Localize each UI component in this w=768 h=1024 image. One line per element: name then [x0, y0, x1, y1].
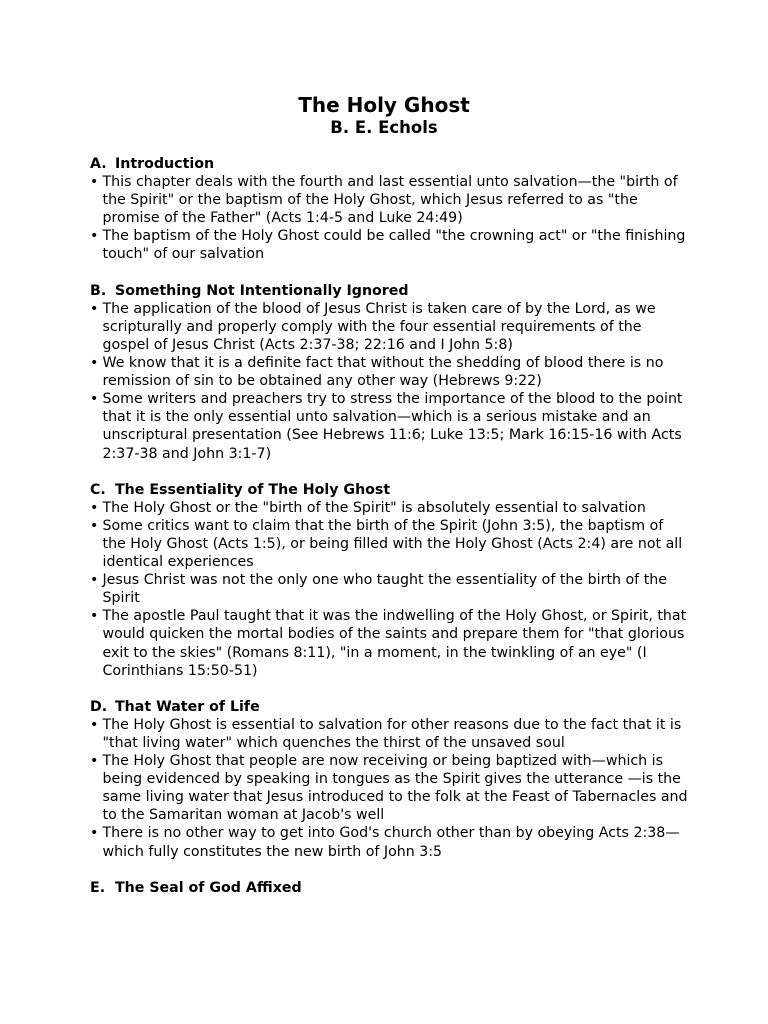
bullet-text: The Holy Ghost is essential to salvation for other reasons due to the fact that it is "that living water" which quenches the thirst of the unsaved soul — [102, 716, 682, 751]
bullet-text: The Holy Ghost or the "birth of the Spirit" is absolutely essential to salvation — [102, 499, 646, 516]
section-title: The Seal of God Affixed — [115, 879, 302, 896]
section-title: The Essentiality of The Holy Ghost — [115, 481, 391, 498]
bullet-icon: • — [90, 608, 99, 625]
bullet-text: The baptism of the Holy Ghost could be called "the crowning act" or "the finishing touch" of our salvation — [102, 228, 686, 263]
bullet-list — [90, 300, 690, 463]
bullet-item — [90, 227, 690, 263]
bullet-icon: • — [90, 355, 99, 372]
bullet-icon: • — [90, 716, 99, 733]
bullet-item — [90, 752, 690, 824]
bullet-list — [90, 173, 690, 263]
section-letter: D. — [90, 698, 108, 715]
bullet-item — [90, 173, 690, 227]
bullet-item — [90, 824, 690, 860]
section-letter: E. — [90, 879, 106, 896]
document-author: B. E. Echols — [330, 118, 438, 137]
bullet-text: Some critics want to claim that the birth of the Spirit (John 3:5), the baptism of the Holy Ghost (Acts 1:5), or being filled with the Holy Ghost (Acts 2:4) are not all identical experiences — [102, 517, 683, 571]
bullet-icon: • — [90, 391, 99, 408]
bullet-item — [90, 716, 690, 752]
bullet-text: The apostle Paul taught that it was the indwelling of the Holy Ghost, or Spirit, that would quicken the mortal bodies of the saints and prepare them for "that glorious exit to the skies" (Romans 8:11), "in a moment, in the twinkling of an eye" (I Corinthians 15:50-51) — [102, 608, 687, 679]
bullet-item — [90, 499, 690, 517]
section-letter: C. — [90, 481, 106, 498]
section-title: Something Not Intentionally Ignored — [115, 282, 409, 299]
document-title: The Holy Ghost — [298, 93, 470, 117]
bullet-text: There is no other way to get into God's church other than by obeying Acts 2:38—which fully constitutes the new birth of John 3:5 — [102, 825, 680, 860]
bullet-icon: • — [90, 825, 99, 842]
section-title: That Water of Life — [115, 698, 260, 715]
section-heading — [90, 155, 690, 173]
section — [90, 155, 690, 264]
section-title: Introduction — [115, 156, 215, 172]
section — [90, 282, 690, 463]
bullet-text: The application of the blood of Jesus Christ is taken care of by the Lord, as we scripturally and properly comply with the four essential requirements of the gospel of Jesus Christ (Acts 2:37-38; 22:16 and I John 5:8) — [102, 300, 656, 353]
bullet-text: We know that it is a definite fact that without the shedding of blood there is no remission of sin to be obtained any other way (Hebrews 9:22) — [102, 355, 664, 390]
section-letter: A. — [90, 156, 107, 172]
bullet-icon: • — [90, 174, 99, 191]
section — [90, 879, 690, 897]
bullet-text: Jesus Christ was not the only one who taught the essentiality of the birth of the Spirit — [102, 572, 667, 607]
section-letter: B. — [90, 282, 107, 299]
section-heading — [90, 698, 690, 716]
bullet-icon: • — [90, 517, 99, 534]
section-heading — [90, 879, 690, 897]
bullet-item — [90, 607, 690, 679]
bullet-item — [90, 390, 690, 462]
bullet-list — [90, 499, 690, 680]
document-body — [90, 155, 690, 915]
bullet-text: Some writers and preachers try to stress the importance of the blood to the point that it is the only essential unto salvation—which is a serious mistake and an unscriptural presentation (See Hebrews 11:6; Luke 13:5; Mark 16:15-16 with Acts 2:37-38 and John 3:1-7) — [102, 391, 683, 462]
bullet-icon: • — [90, 228, 99, 245]
bullet-item — [90, 300, 690, 354]
bullet-text: The Holy Ghost that people are now receiving or being baptized with—which is being evidenced by speaking in tongues as the Spirit gives the utterance —is the same living water that Jesus introduced to the folk at the Feast of Tabernacles and to the Samaritan woman at Jacob's well — [102, 753, 688, 824]
section-heading — [90, 481, 690, 499]
bullet-text: This chapter deals with the fourth and last essential unto salvation—the "birth of the Spirit" or the baptism of the Holy Ghost, which Jesus referred to as "the promise of the Father" (Acts 1:4-5 and Luke 24:49) — [102, 174, 678, 227]
bullet-list — [90, 716, 690, 861]
bullet-icon: • — [90, 300, 99, 317]
bullet-item — [90, 354, 690, 390]
bullet-item — [90, 517, 690, 571]
section-heading — [90, 282, 690, 300]
bullet-icon: • — [90, 499, 99, 516]
bullet-item — [90, 571, 690, 607]
bullet-icon: • — [90, 572, 99, 589]
section — [90, 698, 690, 861]
bullet-icon: • — [90, 753, 99, 770]
section — [90, 481, 690, 680]
